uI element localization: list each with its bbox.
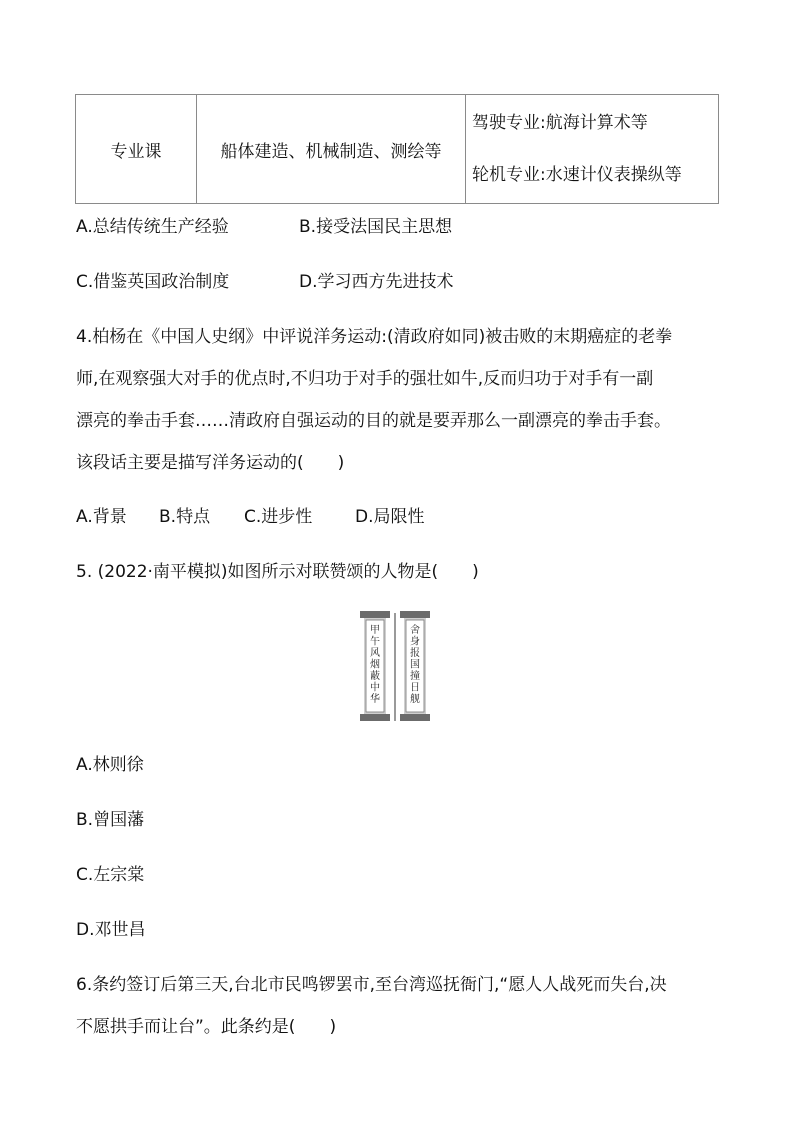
couplet-left-scroll <box>360 611 390 721</box>
table-row <box>76 95 719 204</box>
couplet-left-char: 甲 <box>370 625 380 636</box>
couplet-right-char: 舰 <box>410 694 420 705</box>
course-table <box>75 94 719 204</box>
q4-option-c[interactable]: C.进步性 <box>244 507 313 527</box>
major-course-navigation: 驾驶专业:航海计算术等 <box>472 113 648 133</box>
couplet-left-char: 蔽 <box>370 671 380 682</box>
svg-text:舍身报国撞日舰 <box>410 623 420 705</box>
couplet-scroll-image <box>356 609 434 723</box>
q3-option-c[interactable]: C.借鉴英国政治制度 <box>76 272 230 292</box>
q5-option-d[interactable]: D.邓世昌 <box>76 920 146 940</box>
q4-stem-line: 4.柏杨在《中国人史纲》中评说洋务运动:(清政府如同)被击败的末期癌症的老拳 <box>76 327 673 347</box>
couplet-left-char: 午 <box>370 636 380 648</box>
couplet-left-char: 中 <box>370 682 380 694</box>
q4-stem-line: 漂亮的拳击手套……清政府自强运动的目的就是要弄那么一副漂亮的拳击手套。 <box>76 411 671 431</box>
q4-stem <box>76 326 736 494</box>
couplet-right-char: 舍 <box>410 625 420 636</box>
couplet-left-char: 烟 <box>370 659 380 671</box>
q5-stem: 5. (2022·南平模拟)如图所示对联赞颂的人物是( ) <box>76 562 479 582</box>
row-label-cell: 专业课 <box>76 95 197 204</box>
couplet-right-char: 报 <box>410 648 420 659</box>
q4-option-a[interactable]: A.背景 <box>76 507 127 527</box>
major-courses-cell <box>466 95 719 204</box>
q6-stem <box>76 974 736 1058</box>
q4-option-d[interactable]: D.局限性 <box>355 507 425 527</box>
q3-option-b[interactable]: B.接受法国民主思想 <box>299 217 453 237</box>
couplet-right-char: 身 <box>410 636 420 648</box>
major-course-engine: 轮机专业:水速计仪表操纵等 <box>472 165 682 185</box>
q6-stem-line: 不愿拱手而让台”。此条约是( ) <box>76 1017 337 1037</box>
couplet-left-char: 华 <box>370 694 380 705</box>
q4-option-b[interactable]: B.特点 <box>159 507 211 527</box>
couplet-right-char: 日 <box>410 682 420 694</box>
q5-option-b[interactable]: B.曾国藩 <box>76 810 145 830</box>
couplet-right-scroll <box>400 611 430 721</box>
couplet-left-char: 风 <box>370 648 380 659</box>
q3-option-d[interactable]: D.学习西方先进技术 <box>299 272 454 292</box>
q3-option-a[interactable]: A.总结传统生产经验 <box>76 217 229 237</box>
couplet-right-char: 国 <box>410 659 420 671</box>
q5-option-a[interactable]: A.林则徐 <box>76 755 144 775</box>
q6-stem-line: 6.条约签订后第三天,台北市民鸣锣罢市,至台湾巡抚衙门,“愿人人战死而失台,决 <box>76 975 667 995</box>
q5-option-c[interactable]: C.左宗棠 <box>76 865 145 885</box>
svg-text:甲午风烟蔽中华 <box>370 624 380 705</box>
shared-courses-cell: 船体建造、机械制造、测绘等 <box>197 95 466 204</box>
q4-stem-line: 师,在观察强大对手的优点时,不归功于对手的强壮如牛,反而归功于对手有一副 <box>76 369 654 389</box>
q4-stem-line: 该段话主要是描写洋务运动的( ) <box>76 453 345 473</box>
couplet-right-char: 撞 <box>410 671 420 682</box>
